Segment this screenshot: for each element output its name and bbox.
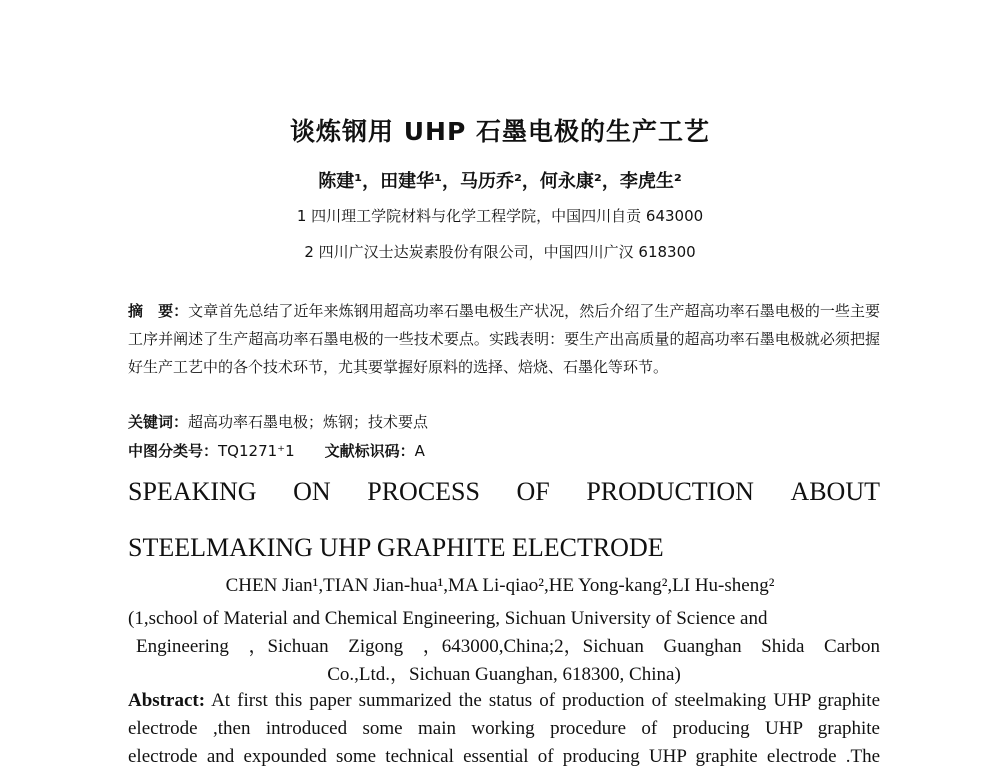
clc-label: 中图分类号： [128,442,219,460]
en-affiliation [128,605,880,689]
en-authors: CHEN Jian¹,TIAN Jian-hua¹,MA Li-qiao²,HE Yong-kang²,LI Hu-sheng² [225,575,775,596]
aff-part: Engineering [136,636,229,657]
en-abstract-line-2: electrode ,then introduced some main working procedure of producing UHP graphite [128,718,880,739]
aff-part: Shida [761,636,805,657]
en-abstract-label: Abstract: [128,690,206,711]
doc-code-value: A [414,442,425,460]
en-abstract-line-3: electrode and expounded some technical essential of producing UHP graphite electrode .The [128,746,880,767]
cn-affiliation-1: 1 四川理工学院材料与化学工程学院，中国四川自贡 643000 [296,207,704,225]
cn-abstract-label: 摘 要： [128,302,189,320]
cn-abstract [128,297,880,381]
cn-title: 谈炼钢用 UHP 石墨电极的生产工艺 [290,117,710,146]
en-affiliation-line-1: (1,school of Material and Chemical Engineering, Sichuan University of Science and [128,608,768,629]
en-affiliation-line-2 [128,633,880,661]
en-title-word: OF [516,477,550,506]
en-abstract [128,687,880,771]
en-title-word: SPEAKING [128,477,257,506]
en-affiliation-line-3: Co.,Ltd.，Sichuan Guanghan, 618300, China) [327,664,681,685]
en-title-word: ABOUT [790,477,880,506]
en-abstract-line-1 [128,687,880,715]
cn-authors: 陈建¹，田建华¹，马历乔²，何永康²，李虎生² [318,171,682,192]
aff-part: ，Sichuan [248,636,329,657]
en-abstract-text-1: At first this paper summarized the status of production of steelmaking UHP graphite [211,690,881,711]
clc-value: TQ1271⁺1 [218,442,295,460]
en-title-word: PRODUCTION [586,477,754,506]
cn-keywords [128,411,880,432]
cn-keywords-text: 超高功率石墨电极；炼钢；技术要点 [188,413,429,431]
doc-code-label: 文献标识码： [324,442,415,460]
aff-part: ，643000,China;2，Sichuan [422,636,644,657]
en-title-word: PROCESS [367,477,480,506]
en-title-line-1 [128,477,880,507]
en-title-line-2: STEELMAKING UHP GRAPHITE ELECTRODE [128,533,664,562]
aff-part: Zigong [348,636,404,657]
en-title-word: ON [293,477,331,506]
cn-keywords-label: 关键词： [128,413,189,431]
aff-part: Guanghan [663,636,742,657]
cn-affiliation-2: 2 四川广汉士达炭素股份有限公司，中国四川广汉 618300 [304,243,696,261]
cn-abstract-text: 文章首先总结了近年来炼钢用超高功率石墨电极生产状况，然后介绍了生产超高功率石墨电极的一些主要工序并阐述了生产超高功率石墨电极的一些技术要点。实践表明：要生产出高质量的超高功率石墨电极就必须把握好生产工艺中的各个技术环节，尤其要掌握好原料的选择、焙烧、石墨化等环节。 [128,302,880,376]
cn-classification [128,440,880,461]
aff-part: Carbon [824,636,880,657]
